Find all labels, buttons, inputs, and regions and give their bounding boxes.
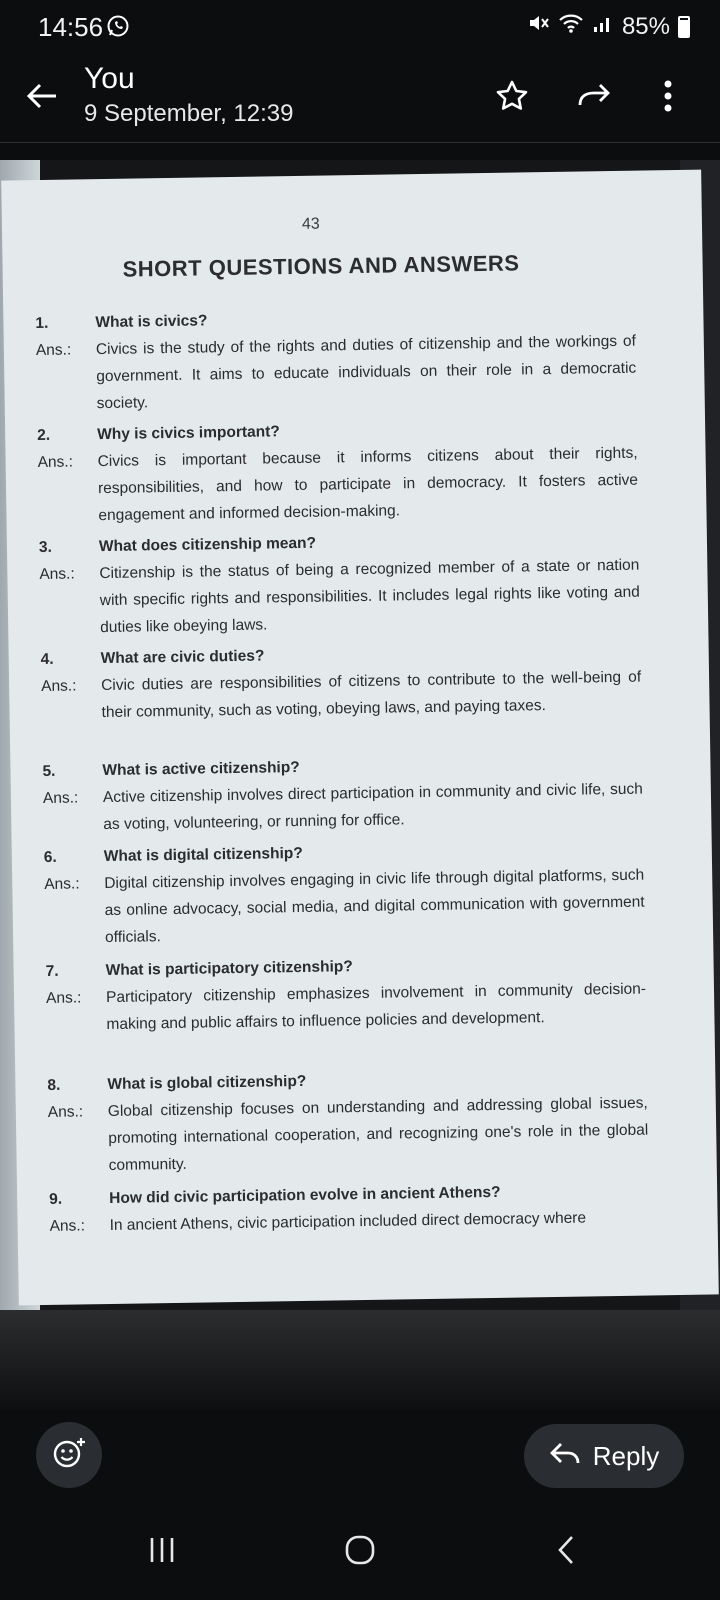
qa-item-2	[37, 413, 639, 530]
answer-label: Ans.:	[39, 565, 75, 584]
answer-text: Digital citizenship involves engaging in civic life through digital platforms, such as online advocacy, social media, and digital communication with government officials.	[104, 866, 645, 947]
question-text: What is participatory citizenship?	[105, 958, 353, 980]
answer-label: Ans.:	[45, 989, 82, 1007]
reply-label: Reply	[592, 1440, 660, 1471]
whatsapp-icon	[106, 14, 130, 38]
answer-label: Ans.:	[37, 453, 74, 472]
answer-text: Global citizenship focuses on understanding and addressing global issues, promoting international cooperation, and recognizing one's role in the global community.	[107, 1094, 649, 1174]
question-number: 9.	[49, 1190, 63, 1208]
question-number: 5.	[42, 762, 56, 780]
system-navigation-bar	[0, 1505, 720, 1600]
answer-text: Citizenship is the status of being a recognized member of a state or nation with specific rights and responsibilities. It includes legal rights like voting and duties like obeying laws.	[99, 556, 640, 637]
page-number: 43	[301, 215, 320, 233]
recent-apps-icon[interactable]	[132, 1525, 192, 1575]
reply-arrow-icon	[549, 1441, 581, 1472]
answer-text: In ancient Athens, civic participation included direct democracy where	[109, 1209, 587, 1234]
book-page	[1, 170, 719, 1306]
media-footer	[0, 1420, 720, 1500]
qa-item-7	[45, 949, 646, 1039]
page-title: SHORT QUESTIONS AND ANSWERS	[122, 250, 520, 282]
answer-label: Ans.:	[47, 1103, 84, 1121]
status-time: 14:56	[38, 12, 104, 42]
back-icon[interactable]	[536, 1525, 596, 1575]
answer-text: Participatory citizenship emphasizes involvement in community decision-making and public affairs to influence policies and development.	[105, 980, 647, 1034]
question-number: 4.	[40, 650, 54, 669]
answer-label: Ans.:	[49, 1217, 86, 1235]
reply-button[interactable]	[524, 1424, 684, 1488]
question-number: 7.	[45, 962, 59, 980]
react-emoji-button[interactable]	[36, 1422, 102, 1488]
message-timestamp: 9 September, 12:39	[84, 100, 294, 127]
answer-text: Active citizenship involves direct participation in community and civic life, such as voting, volunteering, or running for office.	[102, 780, 643, 834]
answer-label: Ans.:	[44, 875, 80, 893]
photo-background-surface	[0, 1310, 720, 1410]
qa-item-3	[39, 525, 641, 642]
mute-icon	[528, 12, 550, 41]
star-icon[interactable]	[490, 74, 534, 118]
qa-item-1	[35, 301, 637, 418]
question-text: Why is civics important?	[97, 423, 280, 444]
qa-item-9	[49, 1177, 650, 1240]
photo-content	[0, 160, 720, 1410]
answer-text: Civic duties are responsibilities of citizens to contribute to the well-being of their community, such as voting, obeying laws, and paying taxes.	[101, 668, 642, 722]
status-indicators	[528, 12, 690, 41]
emoji-add-icon	[51, 1435, 87, 1476]
question-text: What is civics?	[95, 312, 208, 332]
signal-icon	[592, 12, 614, 41]
qa-item-8	[47, 1063, 649, 1180]
battery-percent: 85%	[621, 12, 670, 40]
question-text: What is digital citizenship?	[103, 844, 303, 866]
question-text: What is active citizenship?	[102, 758, 300, 780]
sender-name: You	[84, 62, 135, 95]
answer-label: Ans.:	[35, 341, 72, 360]
forward-icon[interactable]	[572, 74, 616, 118]
answer-text: Civics is important because it informs citizens about their rights, responsibilities, and how to participate in democracy. It fosters active engagement and informed decision-making.	[97, 444, 639, 525]
answer-label: Ans.:	[42, 789, 79, 807]
qa-item-5	[42, 749, 643, 839]
home-icon[interactable]	[330, 1525, 390, 1575]
question-number: 6.	[43, 848, 57, 866]
qa-item-4	[41, 637, 642, 727]
question-number: 1.	[35, 314, 49, 333]
question-text: How did civic participation evolve in ancient Athens?	[109, 1183, 501, 1207]
question-number: 8.	[47, 1076, 61, 1094]
more-options-icon[interactable]	[646, 74, 690, 118]
back-arrow-icon[interactable]	[24, 78, 60, 114]
media-viewer-header	[0, 56, 720, 143]
status-bar	[0, 0, 720, 56]
answer-text: Civics is the study of the rights and duties of citizenship and the workings of government. It aims to educate individuals on their role in a democratic society.	[95, 332, 637, 413]
qa-item-6	[44, 835, 646, 952]
battery-icon	[678, 16, 690, 38]
question-text: What is global citizenship?	[107, 1072, 307, 1094]
question-number: 3.	[38, 538, 53, 557]
question-text: What does citizenship mean?	[98, 534, 317, 556]
answer-label: Ans.:	[41, 677, 77, 696]
question-number: 2.	[37, 426, 51, 445]
wifi-icon	[558, 12, 584, 41]
question-text: What are civic duties?	[100, 647, 265, 668]
